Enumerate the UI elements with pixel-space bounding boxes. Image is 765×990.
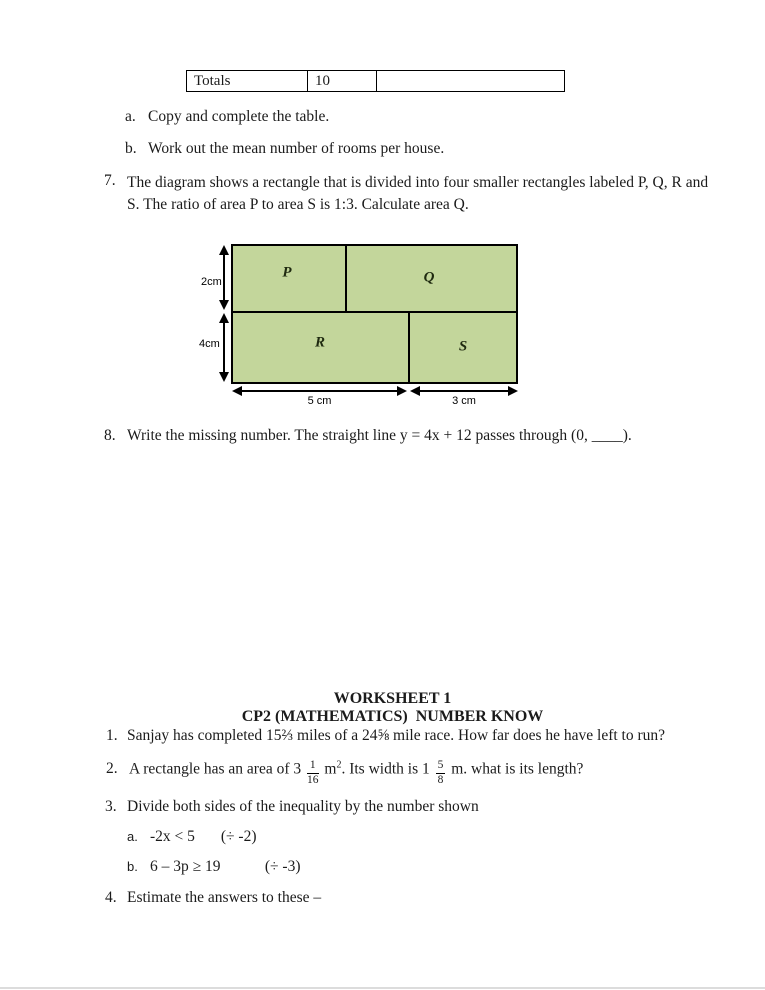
question-2-unit2: m.	[451, 760, 468, 778]
item-b-marker: b.	[125, 140, 137, 157]
dimension-arrows	[195, 235, 535, 410]
question-3b-operation: (÷ -3)	[264, 858, 301, 875]
question-7-line1: The diagram shows a rectangle that is divided into four smaller rectangles labeled P, Q, R and	[127, 174, 709, 191]
region-label-r: R	[314, 334, 326, 351]
item-a-marker: a.	[125, 108, 136, 125]
region-label-s: S	[458, 338, 468, 355]
item-a-text: Copy and complete the table.	[148, 108, 330, 125]
fraction-numerator: 1	[307, 760, 319, 774]
table-row	[187, 71, 565, 92]
dim-label-3cm: 3 cm	[452, 395, 476, 407]
question-2-unit1-exponent: 2	[336, 759, 342, 771]
item-b	[125, 140, 444, 158]
region-label-q: Q	[423, 269, 435, 286]
worksheet-subtitle: CP2 (MATHEMATICS) NUMBER KNOW	[241, 708, 544, 725]
totals-value-cell: 10	[308, 71, 377, 92]
question-8-number: 8.	[104, 427, 116, 444]
item-b-text: Work out the mean number of rooms per house.	[148, 140, 445, 157]
question-1-number: 1.	[106, 727, 118, 744]
question-2	[106, 760, 746, 786]
question-4-number: 4.	[105, 889, 117, 906]
totals-table	[186, 70, 565, 92]
question-3b-marker: b.	[127, 859, 138, 874]
dim-label-2cm: 2cm	[201, 276, 222, 288]
question-8	[104, 427, 744, 445]
question-7-number: 7.	[104, 172, 116, 189]
question-3-text: Divide both sides of the inequality by the number shown	[127, 798, 479, 815]
totals-empty-cell	[377, 71, 565, 92]
question-3	[105, 798, 745, 816]
fraction-denominator: 16	[307, 773, 319, 786]
question-3a-expression: -2x < 5	[150, 828, 195, 845]
dim-label-4cm: 4cm	[199, 338, 220, 350]
height-arrow-4cm-icon	[219, 313, 229, 382]
question-2-unit1: m	[324, 760, 337, 778]
question-4	[105, 889, 745, 907]
fraction-5-8	[436, 760, 446, 786]
item-a	[125, 108, 329, 126]
question-3b-expression: 6 – 3p ≥ 19	[150, 858, 221, 875]
question-2-part1: A rectangle has an area of 3	[129, 760, 302, 778]
question-3a-marker: a.	[127, 829, 138, 844]
question-2-text	[129, 760, 746, 786]
question-7-line2: S. The ratio of area P to area S is 1:3. Calculate area Q.	[127, 196, 469, 213]
page-edge-line	[0, 987, 765, 989]
question-3-number: 3.	[105, 798, 117, 815]
question-4-text: Estimate the answers to these –	[127, 889, 322, 906]
totals-label-cell: Totals	[187, 71, 308, 92]
question-1-text: Sanjay has completed 15⅔ miles of a 24⅝ mile race. How far does he have left to run?	[127, 727, 666, 744]
fraction-denominator: 8	[437, 773, 444, 786]
worksheet-title: WORKSHEET 1	[333, 690, 452, 707]
question-3b	[127, 858, 301, 876]
question-7	[104, 172, 724, 216]
fraction-1-16	[307, 760, 319, 786]
question-1	[106, 727, 746, 745]
question-3a	[127, 828, 257, 846]
question-2-part2: . Its width is 1	[341, 760, 430, 778]
region-label-p: P	[282, 264, 292, 281]
question-2-part3: what is its length?	[467, 760, 584, 778]
question-3a-operation: (÷ -2)	[220, 828, 257, 845]
question-8-text: Write the missing number. The straight line y = 4x + 12 passes through (0, ____).	[127, 427, 632, 444]
question-2-number: 2.	[106, 760, 118, 777]
dim-label-5cm: 5 cm	[307, 395, 332, 407]
fraction-numerator: 5	[436, 760, 446, 774]
